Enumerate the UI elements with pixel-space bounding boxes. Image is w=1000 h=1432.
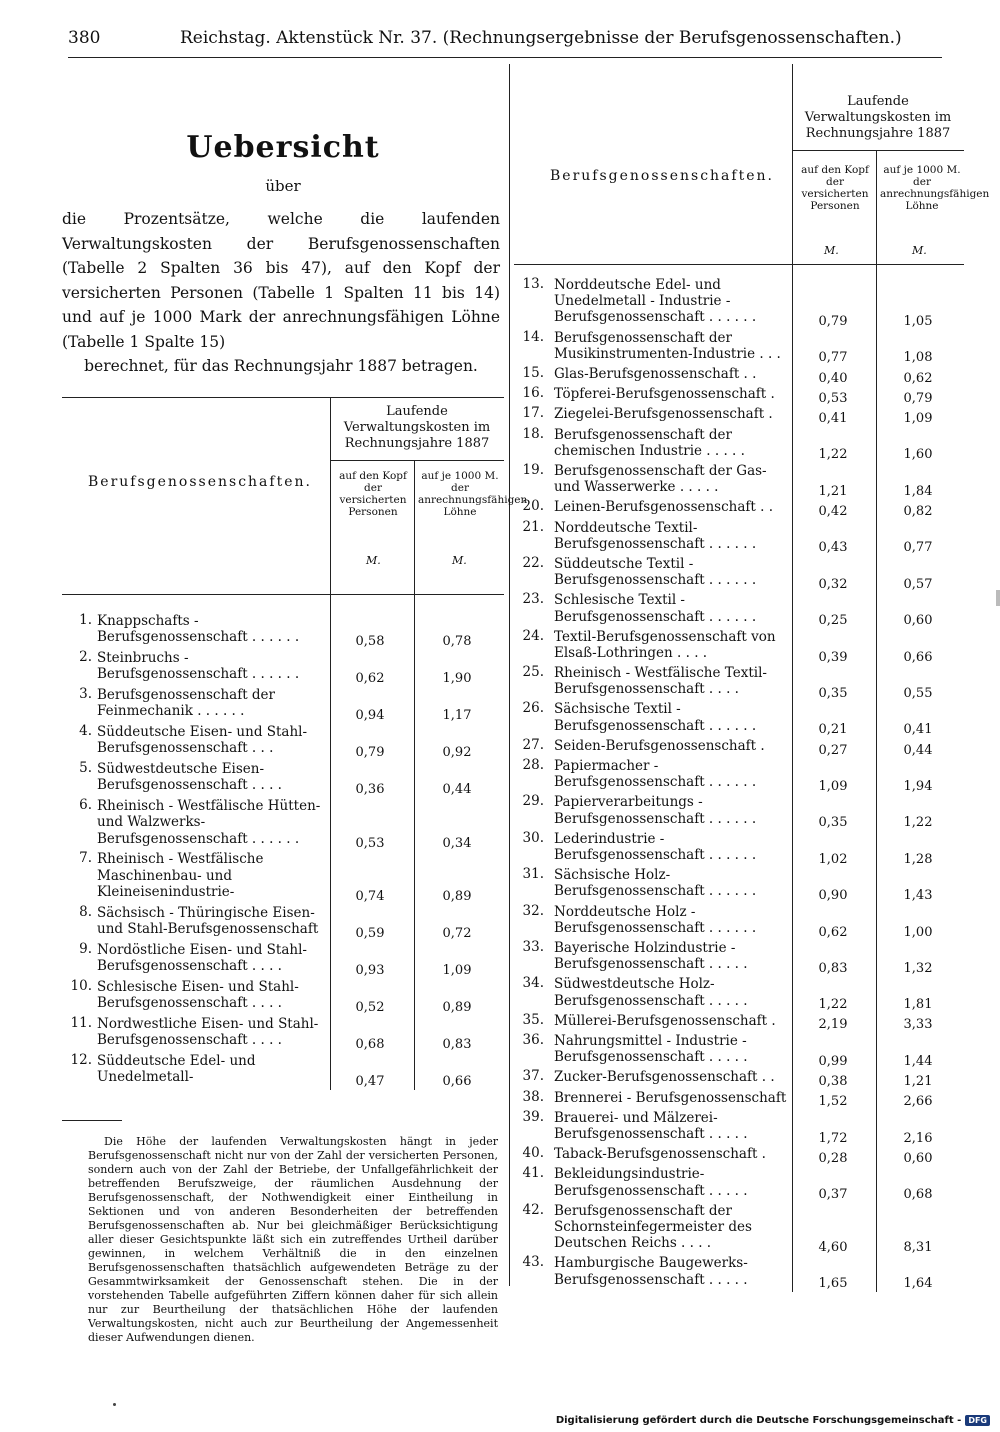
cost-per-head: 0,41 bbox=[818, 411, 848, 427]
cost-per-head: 0,27 bbox=[818, 742, 848, 758]
page-title: Uebersicht bbox=[186, 130, 380, 165]
cost-per-head: 0,42 bbox=[818, 504, 848, 520]
unit-label: M. bbox=[366, 553, 381, 567]
cost-per-head: 0,62 bbox=[355, 671, 385, 686]
row-number: 41. bbox=[522, 1165, 544, 1182]
right-table-header bbox=[514, 64, 990, 265]
cost-per-1000-mark: 0,68 bbox=[903, 1187, 933, 1203]
cost-per-head: 0,21 bbox=[818, 722, 848, 738]
table-row bbox=[514, 1166, 964, 1202]
row-number: 20. bbox=[522, 498, 544, 515]
cost-per-head: 0,79 bbox=[818, 314, 848, 330]
association-name: Berufsgenossenschaft der chemischen Industrie . . . . . bbox=[554, 426, 745, 459]
table-row bbox=[514, 463, 964, 499]
cost-per-head: 0,28 bbox=[818, 1150, 848, 1166]
sub-header-per-head: auf den Kopf der versicherten Personen bbox=[339, 469, 407, 518]
table-row bbox=[62, 687, 504, 724]
table-row bbox=[62, 724, 504, 761]
cost-per-1000-mark: 2,16 bbox=[903, 1130, 933, 1146]
cost-per-1000-mark: 0,44 bbox=[903, 742, 933, 758]
cost-per-1000-mark: 1,44 bbox=[903, 1053, 933, 1069]
row-number: 12. bbox=[70, 1051, 92, 1068]
cost-per-1000-mark: 1,43 bbox=[903, 888, 933, 904]
table-row bbox=[62, 761, 504, 798]
cost-per-head: 0,47 bbox=[355, 1074, 385, 1089]
cost-per-head: 0,37 bbox=[818, 1187, 848, 1203]
row-number: 15. bbox=[522, 364, 544, 381]
page-header bbox=[68, 28, 928, 54]
table-row bbox=[514, 904, 964, 940]
group-rule bbox=[792, 150, 964, 151]
row-number: 24. bbox=[522, 627, 544, 644]
sub-header-per-1000: auf je 1000 M. der anrechnungsfähigen Löhne bbox=[880, 164, 990, 212]
row-number: 14. bbox=[522, 328, 544, 345]
association-name: Ziegelei-Berufsgenossenschaft . bbox=[554, 406, 773, 423]
table-row bbox=[514, 1255, 964, 1291]
association-name: Nordwestliche Eisen- und Stahl-Berufsgenossenschaft . . . . bbox=[97, 1015, 319, 1048]
table-row bbox=[514, 976, 964, 1012]
row-number: 2. bbox=[79, 648, 92, 665]
cost-per-head: 1,65 bbox=[818, 1276, 848, 1292]
table-row bbox=[514, 366, 964, 386]
row-number: 5. bbox=[79, 759, 92, 776]
table-row bbox=[514, 499, 964, 519]
association-name: Brennerei - Berufsgenossenschaft bbox=[554, 1089, 787, 1106]
cost-per-head: 4,60 bbox=[818, 1239, 848, 1255]
association-name: Bayerische Holzindustrie - Berufsgenossenschaft . . . . . bbox=[554, 940, 748, 973]
header-vline bbox=[792, 64, 793, 264]
row-number: 37. bbox=[522, 1068, 544, 1085]
cost-per-1000-mark: 1,84 bbox=[903, 483, 933, 499]
row-number: 3. bbox=[79, 685, 92, 702]
row-number: 1. bbox=[79, 611, 92, 628]
table-row bbox=[514, 665, 964, 701]
unit-label: M. bbox=[912, 244, 927, 257]
table-row bbox=[514, 1069, 964, 1089]
table-row bbox=[62, 650, 504, 687]
association-name: Rheinisch - Westfälische Textil-Berufsgenossenschaft . . . . bbox=[554, 665, 767, 698]
cost-per-1000-mark: 0,57 bbox=[903, 576, 933, 592]
cost-per-1000-mark: 2,66 bbox=[903, 1094, 933, 1110]
table-row bbox=[62, 979, 504, 1016]
association-name: Berufsgenossenschaft der Feinmechanik . . . . . . bbox=[97, 686, 276, 719]
cost-per-head: 0,62 bbox=[818, 924, 848, 940]
row-number: 40. bbox=[522, 1145, 544, 1162]
table-vline bbox=[414, 595, 415, 1090]
cost-per-1000-mark: 1,64 bbox=[903, 1276, 933, 1292]
cost-per-1000-mark: 3,33 bbox=[903, 1017, 933, 1033]
table-row bbox=[514, 1013, 964, 1033]
cost-per-head: 1,22 bbox=[818, 997, 848, 1013]
table-vline bbox=[330, 595, 331, 1090]
cost-per-1000-mark: 1,05 bbox=[903, 314, 933, 330]
cost-per-head: 0,77 bbox=[818, 350, 848, 366]
sub-header-per-1000: auf je 1000 M. der anrechnungsfähigen Löhne bbox=[418, 469, 528, 518]
cost-per-head: 0,53 bbox=[355, 835, 385, 851]
footnote: Die Höhe der laufenden Verwaltungskosten hängt in jeder Berufsgenossenschaft nicht nur von der Zahl der versicherten Personen, sondern auch von der Zahl der Betriebe, der Unfallgefährlichkeit der betreffenden Berufszweige, der räumlichen Ausdehnung der Berufsgenossenschaft, der Nothwendigkeit einer Eintheilung in Sektionen und von anderen Besonderheiten der betreffenden Berufsgenossenschaften ab. Nur bei gleichmäßiger Berücksichtigung aller dieser Gesichtspunkte läßt sich ein zutreffendes Urtheil darüber gewinnen, in welchem Verhältniß die in den einzelnen Berufsgenossenschaften thatsächlich aufgewendeten Beträge zu der Gesammtwirksamkeit der Genossenschaft stehen. Die in der vorstehenden Tabelle aufgeführten Ziffern können daher für sich allein nur zur Beurtheilung der thatsächlichen Höhe der laufenden Verwaltungskosten, nicht auch zur Beurtheilung der Angemessenheit dieser Aufwendungen dienen. bbox=[88, 1134, 498, 1344]
row-number: 33. bbox=[522, 939, 544, 955]
association-name: Süddeutsche Eisen- und Stahl-Berufsgenossenschaft . . . bbox=[97, 723, 308, 756]
cost-per-1000-mark: 0,82 bbox=[903, 504, 933, 520]
table-row bbox=[62, 613, 504, 650]
association-name: Schlesische Textil - Berufsgenossenschaft . . . . . . bbox=[554, 592, 757, 625]
cost-per-head: 0,68 bbox=[355, 1037, 385, 1052]
table-row bbox=[514, 592, 964, 628]
right-table-body bbox=[514, 265, 964, 1292]
intro-last-line: berechnet, für das Rechnungsjahr 1887 betragen. bbox=[84, 357, 478, 375]
cost-per-1000-mark: 1,60 bbox=[903, 447, 933, 463]
footnote-rule bbox=[62, 1120, 122, 1121]
cost-per-1000-mark: 1,90 bbox=[442, 671, 472, 686]
cost-per-1000-mark: 1,09 bbox=[442, 963, 472, 978]
row-number: 7. bbox=[79, 850, 92, 866]
cost-per-1000-mark: 0,44 bbox=[442, 782, 472, 797]
col-name-header: Berufsgenossenschaften. bbox=[550, 168, 774, 184]
credit-text: Digitalisierung gefördert durch die Deutsche Forschungsgemeinschaft - bbox=[555, 1415, 962, 1426]
cost-per-1000-mark: 0,66 bbox=[442, 1074, 472, 1089]
association-name: Nahrungsmittel - Industrie - Berufsgenossenschaft . . . . . bbox=[554, 1032, 748, 1066]
table-row bbox=[514, 1146, 964, 1166]
row-number: 31. bbox=[522, 866, 544, 883]
cost-per-1000-mark: 1,09 bbox=[903, 411, 933, 427]
association-name: Zucker-Berufsgenossenschaft . . bbox=[554, 1069, 775, 1086]
row-number: 18. bbox=[522, 425, 544, 442]
row-number: 4. bbox=[79, 722, 92, 739]
cost-per-head: 0,25 bbox=[818, 613, 848, 629]
group-header: Laufende Verwaltungskosten im Rechnungsjahre 1887 bbox=[343, 403, 491, 451]
cost-per-1000-mark: 0,60 bbox=[903, 1150, 933, 1166]
sub-header-per-head: auf den Kopf der versicherten Personen bbox=[801, 164, 869, 212]
association-name: Brauerei- und Mälzerei-Berufsgenossenschaft . . . . . bbox=[554, 1109, 748, 1142]
cost-per-1000-mark: 0,89 bbox=[442, 1000, 472, 1015]
table-vline bbox=[792, 265, 793, 1292]
table-row bbox=[514, 406, 964, 426]
table-row bbox=[62, 798, 504, 852]
left-column bbox=[62, 60, 528, 1345]
association-name: Töpferei-Berufsgenossenschaft . bbox=[554, 386, 775, 403]
row-number: 30. bbox=[522, 829, 544, 846]
association-name: Norddeutsche Holz - Berufsgenossenschaft . . . . . . bbox=[554, 903, 757, 936]
cost-per-head: 0,90 bbox=[818, 888, 848, 904]
cost-per-head: 1,22 bbox=[818, 447, 848, 463]
running-head: Reichstag. Aktenstück Nr. 37. (Rechnungsergebnisse der Berufsgenossenschaften.) bbox=[180, 28, 902, 48]
association-name: Bekleidungsindustrie-Berufsgenossenschaft . . . . . bbox=[554, 1166, 748, 1199]
association-name: Steinbruchs - Berufsgenossenschaft . . . . . . bbox=[97, 649, 300, 682]
cost-per-head: 1,72 bbox=[818, 1130, 848, 1146]
cost-per-1000-mark: 1,32 bbox=[903, 960, 933, 976]
row-number: 25. bbox=[522, 664, 544, 681]
table-row bbox=[514, 794, 964, 830]
row-number: 21. bbox=[522, 518, 544, 535]
association-name: Lederindustrie - Berufsgenossenschaft . . . . . . bbox=[554, 830, 757, 864]
unit-label: M. bbox=[452, 553, 467, 567]
association-name: Rheinisch - Westfälische Hütten- und Walzwerks-Berufsgenossenschaft . . . . . . bbox=[97, 797, 321, 847]
sub-vline bbox=[876, 150, 877, 264]
cost-per-1000-mark: 1,81 bbox=[903, 997, 933, 1013]
table-row bbox=[514, 427, 964, 463]
table-row bbox=[514, 738, 964, 758]
table-row bbox=[514, 1203, 964, 1256]
cost-per-head: 0,32 bbox=[818, 576, 848, 592]
table-row bbox=[514, 629, 964, 665]
cost-per-head: 0,35 bbox=[818, 685, 848, 701]
association-name: Müllerei-Berufsgenossenschaft . bbox=[554, 1012, 776, 1029]
cost-per-head: 0,99 bbox=[818, 1053, 848, 1069]
association-name: Berufsgenossenschaft der Musikinstrumenten-Industrie . . . bbox=[554, 329, 781, 362]
row-number: 22. bbox=[522, 554, 544, 571]
row-number: 26. bbox=[522, 700, 544, 717]
cost-per-head: 0,39 bbox=[818, 649, 848, 665]
cost-per-head: 1,09 bbox=[818, 778, 848, 794]
cost-per-head: 0,58 bbox=[355, 634, 385, 649]
table-row bbox=[514, 867, 964, 903]
cost-per-head: 2,19 bbox=[818, 1017, 848, 1033]
row-number: 42. bbox=[522, 1201, 544, 1218]
col-name-header: Berufsgenossenschaften. bbox=[88, 473, 312, 490]
header-vline bbox=[330, 398, 331, 594]
association-name: Sächsische Holz-Berufsgenossenschaft . . . . . . bbox=[554, 867, 757, 900]
association-name: Berufsgenossenschaft der Schornsteinfegermeister des Deutschen Reichs . . . . bbox=[554, 1202, 752, 1252]
row-number: 28. bbox=[522, 757, 544, 774]
cost-per-1000-mark: 0,79 bbox=[903, 390, 933, 406]
table-row bbox=[62, 905, 504, 942]
column-divider bbox=[509, 64, 510, 1286]
cost-per-head: 0,52 bbox=[355, 1000, 385, 1015]
row-number: 19. bbox=[522, 461, 544, 478]
row-number: 9. bbox=[79, 940, 92, 957]
association-name: Glas-Berufsgenossenschaft . . bbox=[554, 365, 757, 382]
cost-per-head: 0,79 bbox=[355, 745, 385, 760]
table-row bbox=[514, 701, 964, 737]
row-number: 39. bbox=[522, 1108, 544, 1125]
dfg-logo: DFG bbox=[965, 1415, 990, 1426]
cost-per-1000-mark: 0,62 bbox=[903, 370, 933, 386]
cost-per-1000-mark: 0,89 bbox=[442, 889, 472, 904]
association-name: Südwestdeutsche Holz-Berufsgenossenschaft . . . . . bbox=[554, 976, 748, 1009]
association-name: Schlesische Eisen- und Stahl-Berufsgenossenschaft . . . . bbox=[97, 978, 299, 1011]
table-row bbox=[514, 1090, 964, 1110]
association-name: Hamburgische Baugewerks-Berufsgenossenschaft . . . . . bbox=[554, 1255, 748, 1288]
association-name: Süddeutsche Textil - Berufsgenossenschaft . . . . . . bbox=[554, 555, 757, 589]
association-name: Leinen-Berufsgenossenschaft . . bbox=[554, 499, 774, 516]
cost-per-1000-mark: 8,31 bbox=[903, 1239, 933, 1255]
association-name: Berufsgenossenschaft der Gas- und Wasserwerke . . . . . bbox=[554, 462, 767, 496]
table-row bbox=[514, 520, 964, 556]
row-number: 27. bbox=[522, 736, 544, 753]
association-name: Norddeutsche Edel- und Unedelmetall - Industrie - Berufsgenossenschaft . . . . . . bbox=[554, 277, 757, 326]
cost-per-head: 0,74 bbox=[355, 889, 385, 904]
cost-per-1000-mark: 0,66 bbox=[903, 649, 933, 665]
cost-per-head: 1,52 bbox=[818, 1094, 848, 1110]
cost-per-1000-mark: 0,92 bbox=[442, 745, 472, 760]
association-name: Rheinisch - Westfälische Maschinenbau- und Kleineisenindustrie- bbox=[97, 851, 264, 900]
table-row bbox=[514, 1033, 964, 1069]
association-name: Papiermacher - Berufsgenossenschaft . . . . . . bbox=[554, 758, 757, 791]
cost-per-head: 0,94 bbox=[355, 708, 385, 723]
cost-per-head: 0,40 bbox=[818, 370, 848, 386]
table-row bbox=[62, 1053, 504, 1090]
cost-per-1000-mark: 0,83 bbox=[442, 1037, 472, 1052]
table-row bbox=[514, 1110, 964, 1146]
association-name: Nordöstliche Eisen- und Stahl-Berufsgenossenschaft . . . . bbox=[97, 941, 307, 974]
association-name: Seiden-Berufsgenossenschaft . bbox=[554, 737, 765, 754]
cost-per-head: 0,93 bbox=[355, 963, 385, 978]
unit-label: M. bbox=[824, 244, 839, 257]
cost-per-1000-mark: 0,77 bbox=[903, 540, 933, 556]
cost-per-1000-mark: 1,94 bbox=[903, 778, 933, 794]
scan-speck bbox=[113, 1403, 116, 1406]
cost-per-head: 1,21 bbox=[818, 483, 848, 499]
association-name: Taback-Berufsgenossenschaft . bbox=[554, 1146, 766, 1163]
cost-per-1000-mark: 1,17 bbox=[442, 708, 472, 723]
cost-per-1000-mark: 0,41 bbox=[903, 722, 933, 738]
row-number: 10. bbox=[70, 977, 92, 994]
row-number: 6. bbox=[79, 796, 92, 813]
page-number: 380 bbox=[68, 28, 101, 48]
table-row bbox=[514, 386, 964, 406]
table-row bbox=[514, 330, 964, 366]
association-name: Papierverarbeitungs - Berufsgenossenschaft . . . . . . bbox=[554, 794, 757, 827]
cost-per-1000-mark: 1,22 bbox=[903, 815, 933, 831]
row-number: 32. bbox=[522, 902, 544, 919]
cost-per-1000-mark: 0,60 bbox=[903, 613, 933, 629]
cost-per-1000-mark: 0,72 bbox=[442, 926, 472, 941]
cost-per-head: 0,53 bbox=[818, 390, 848, 406]
sub-vline bbox=[414, 460, 415, 594]
association-name: Knappschafts - Berufsgenossenschaft . . . . . . bbox=[97, 612, 300, 645]
association-name: Sächsisch - Thüringische Eisen- und Stahl-Berufsgenossenschaft bbox=[97, 904, 319, 937]
row-number: 29. bbox=[522, 793, 544, 810]
intro-body: die Prozentsätze, welche die laufenden Verwaltungskosten der Berufsgenossenschaften (Tabelle 2 Spalten 36 bis 47), auf den Kopf der versicherten Personen (Tabelle 1 Spalten 11 bis 14) und auf je 1000 Mark der anrechnungsfähigen Löhne (Tabelle 1 Spalte 15) bbox=[62, 210, 500, 351]
cost-per-1000-mark: 0,55 bbox=[903, 685, 933, 701]
association-name: Süddeutsche Edel- und Unedelmetall- bbox=[97, 1052, 256, 1085]
association-name: Sächsische Textil - Berufsgenossenschaft . . . . . . bbox=[554, 701, 757, 734]
cost-per-1000-mark: 1,08 bbox=[903, 350, 933, 366]
table-row bbox=[62, 851, 504, 905]
cost-per-1000-mark: 1,21 bbox=[903, 1074, 933, 1090]
table-row bbox=[514, 831, 964, 867]
row-number: 35. bbox=[522, 1011, 544, 1028]
left-table-body bbox=[62, 595, 504, 1090]
row-number: 38. bbox=[522, 1088, 544, 1105]
row-number: 23. bbox=[522, 591, 544, 608]
row-number: 8. bbox=[79, 903, 92, 920]
table-row bbox=[62, 1016, 504, 1053]
association-name: Norddeutsche Textil-Berufsgenossenschaft . . . . . . bbox=[554, 519, 757, 552]
digitization-credit bbox=[556, 1415, 990, 1426]
cost-per-head: 0,36 bbox=[355, 782, 385, 797]
table-row bbox=[514, 277, 964, 330]
cost-per-head: 0,59 bbox=[355, 926, 385, 941]
table-row bbox=[514, 940, 964, 976]
row-number: 36. bbox=[522, 1031, 544, 1048]
title-sub: über bbox=[265, 177, 301, 195]
cost-per-1000-mark: 1,00 bbox=[903, 924, 933, 940]
row-number: 16. bbox=[522, 385, 544, 402]
group-rule bbox=[330, 460, 504, 461]
cost-per-1000-mark: 1,28 bbox=[903, 851, 933, 867]
association-name: Textil-Berufsgenossenschaft von Elsaß-Lothringen . . . . bbox=[554, 628, 776, 661]
table-row bbox=[514, 758, 964, 794]
table-row bbox=[62, 942, 504, 979]
cost-per-head: 0,43 bbox=[818, 540, 848, 556]
right-column bbox=[514, 64, 990, 1292]
intro-text bbox=[62, 207, 500, 379]
row-number: 13. bbox=[522, 276, 544, 292]
row-number: 17. bbox=[522, 405, 544, 422]
cost-per-1000-mark: 0,34 bbox=[442, 835, 472, 851]
cost-per-head: 0,35 bbox=[818, 815, 848, 831]
cost-per-head: 0,83 bbox=[818, 960, 848, 976]
cost-per-head: 1,02 bbox=[818, 851, 848, 867]
association-name: Südwestdeutsche Eisen-Berufsgenossenschaft . . . . bbox=[97, 760, 282, 793]
table-row bbox=[514, 556, 964, 592]
table-vline bbox=[876, 265, 877, 1292]
group-header: Laufende Verwaltungskosten im Rechnungsjahre 1887 bbox=[804, 94, 952, 141]
row-number: 34. bbox=[522, 975, 544, 992]
scan-edge-mark bbox=[996, 590, 1000, 606]
cost-per-1000-mark: 0,78 bbox=[442, 634, 472, 649]
row-number: 11. bbox=[70, 1014, 92, 1031]
left-table-header bbox=[62, 397, 528, 595]
header-rule bbox=[68, 57, 942, 58]
row-number: 43. bbox=[522, 1254, 544, 1271]
cost-per-head: 0,38 bbox=[818, 1074, 848, 1090]
